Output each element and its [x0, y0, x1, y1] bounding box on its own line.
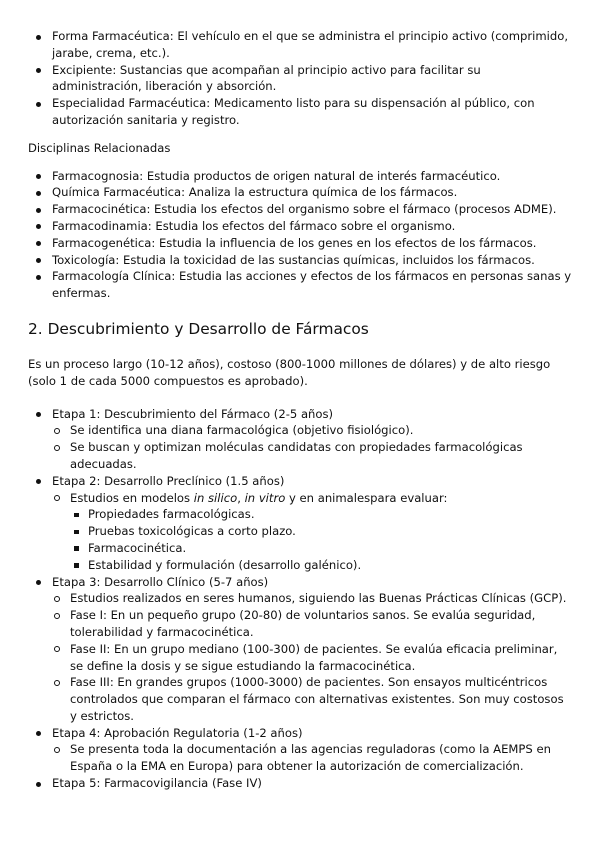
subsub-item: Estabilidad y formulación (desarrollo galénico).	[70, 557, 572, 574]
sub-text: ,	[237, 490, 245, 505]
subsub-item: Propiedades farmacológicas.	[70, 506, 572, 523]
etapa-label: Etapa 5: Farmacovigilancia (Fase IV)	[52, 776, 262, 791]
sub-text-italic: in silico	[193, 490, 238, 505]
etapa-item	[28, 775, 572, 792]
list-item: Forma Farmacéutica: El vehículo en el que se administra el principio activo (comprimido, jarabe, crema, etc.).	[28, 28, 572, 62]
section-title: 2. Descubrimiento y Desarrollo de Fármacos	[28, 319, 369, 338]
list-item: Farmacocinética: Estudia los efectos del organismo sobre el fármaco (procesos ADME).	[28, 201, 572, 218]
subsub-item: Farmacocinética.	[70, 540, 572, 557]
list-item: Farmacodinamia: Estudia los efectos del fármaco sobre el organismo.	[28, 218, 572, 235]
list-item: Especialidad Farmacéutica: Medicamento listo para su dispensación al público, con autorización sanitaria y registro.	[28, 95, 572, 129]
definitions-list	[28, 28, 572, 129]
sub-text: Estudios en modelos	[70, 490, 194, 505]
etapa-label: Etapa 1: Descubrimiento del Fármaco (2-5 años)	[52, 406, 334, 421]
section-intro: Es un proceso largo (10-12 años), costoso (800-1000 millones de dólares) y de alto riesgo (solo 1 de cada 5000 compuestos es aprobado).	[28, 356, 551, 388]
list-item: Farmacogenética: Estudia la influencia de los genes en los efectos de los fármacos.	[28, 235, 572, 252]
etapa-label: Etapa 4: Aprobación Regulatoria (1-2 años)	[52, 725, 303, 740]
etapa-item	[28, 725, 572, 775]
sub-text-italic: in vitro	[244, 490, 286, 505]
disciplinas-heading: Disciplinas Relacionadas	[28, 140, 171, 155]
sub-item: Se presenta toda la documentación a las agencias reguladoras (como la AEMPS en España o la EMA en Europa) para obtener la autorización de comercialización.	[52, 741, 572, 775]
sub-item: Se buscan y optimizan moléculas candidatas con propiedades farmacológicas adecuadas.	[52, 439, 572, 473]
list-item: Toxicología: Estudia la toxicidad de las sustancias químicas, incluidos los fármacos.	[28, 252, 572, 269]
list-item: Excipiente: Sustancias que acompañan al principio activo para facilitar su administración, liberación y absorción.	[28, 62, 572, 96]
sub-item: Estudios realizados en seres humanos, siguiendo las Buenas Prácticas Clínicas (GCP).	[52, 590, 572, 607]
sub-item	[52, 490, 572, 574]
disciplinas-list	[28, 168, 572, 302]
etapa-item	[28, 473, 572, 574]
etapas-list	[28, 406, 572, 792]
sub-item: Fase II: En un grupo mediano (100-300) de pacientes. Se evalúa eficacia preliminar, se define la dosis y se sigue estudiando la farmacocinética.	[52, 641, 572, 675]
subsub-item: Pruebas toxicológicas a corto plazo.	[70, 523, 572, 540]
etapa-label: Etapa 2: Desarrollo Preclínico (1.5 años)	[52, 473, 285, 488]
sub-item: Fase I: En un pequeño grupo (20-80) de voluntarios sanos. Se evalúa seguridad, tolerabilidad y farmacocinética.	[52, 607, 572, 641]
sub-text: y en animalespara evaluar:	[285, 490, 448, 505]
sub-item: Se identifica una diana farmacológica (objetivo fisiológico).	[52, 422, 572, 439]
list-item: Farmacognosia: Estudia productos de origen natural de interés farmacéutico.	[28, 168, 572, 185]
etapa-item	[28, 574, 572, 725]
sub-item: Fase III: En grandes grupos (1000-3000) de pacientes. Son ensayos multicéntricos controlados que comparan el fármaco con alternativas existentes. Son muy costosos y estrictos.	[52, 674, 572, 724]
etapa-label: Etapa 3: Desarrollo Clínico (5-7 años)	[52, 574, 269, 589]
list-item: Farmacología Clínica: Estudia las acciones y efectos de los fármacos en personas sanas y enfermas.	[28, 268, 572, 302]
etapa-item	[28, 406, 572, 473]
list-item: Química Farmacéutica: Analiza la estructura química de los fármacos.	[28, 184, 572, 201]
